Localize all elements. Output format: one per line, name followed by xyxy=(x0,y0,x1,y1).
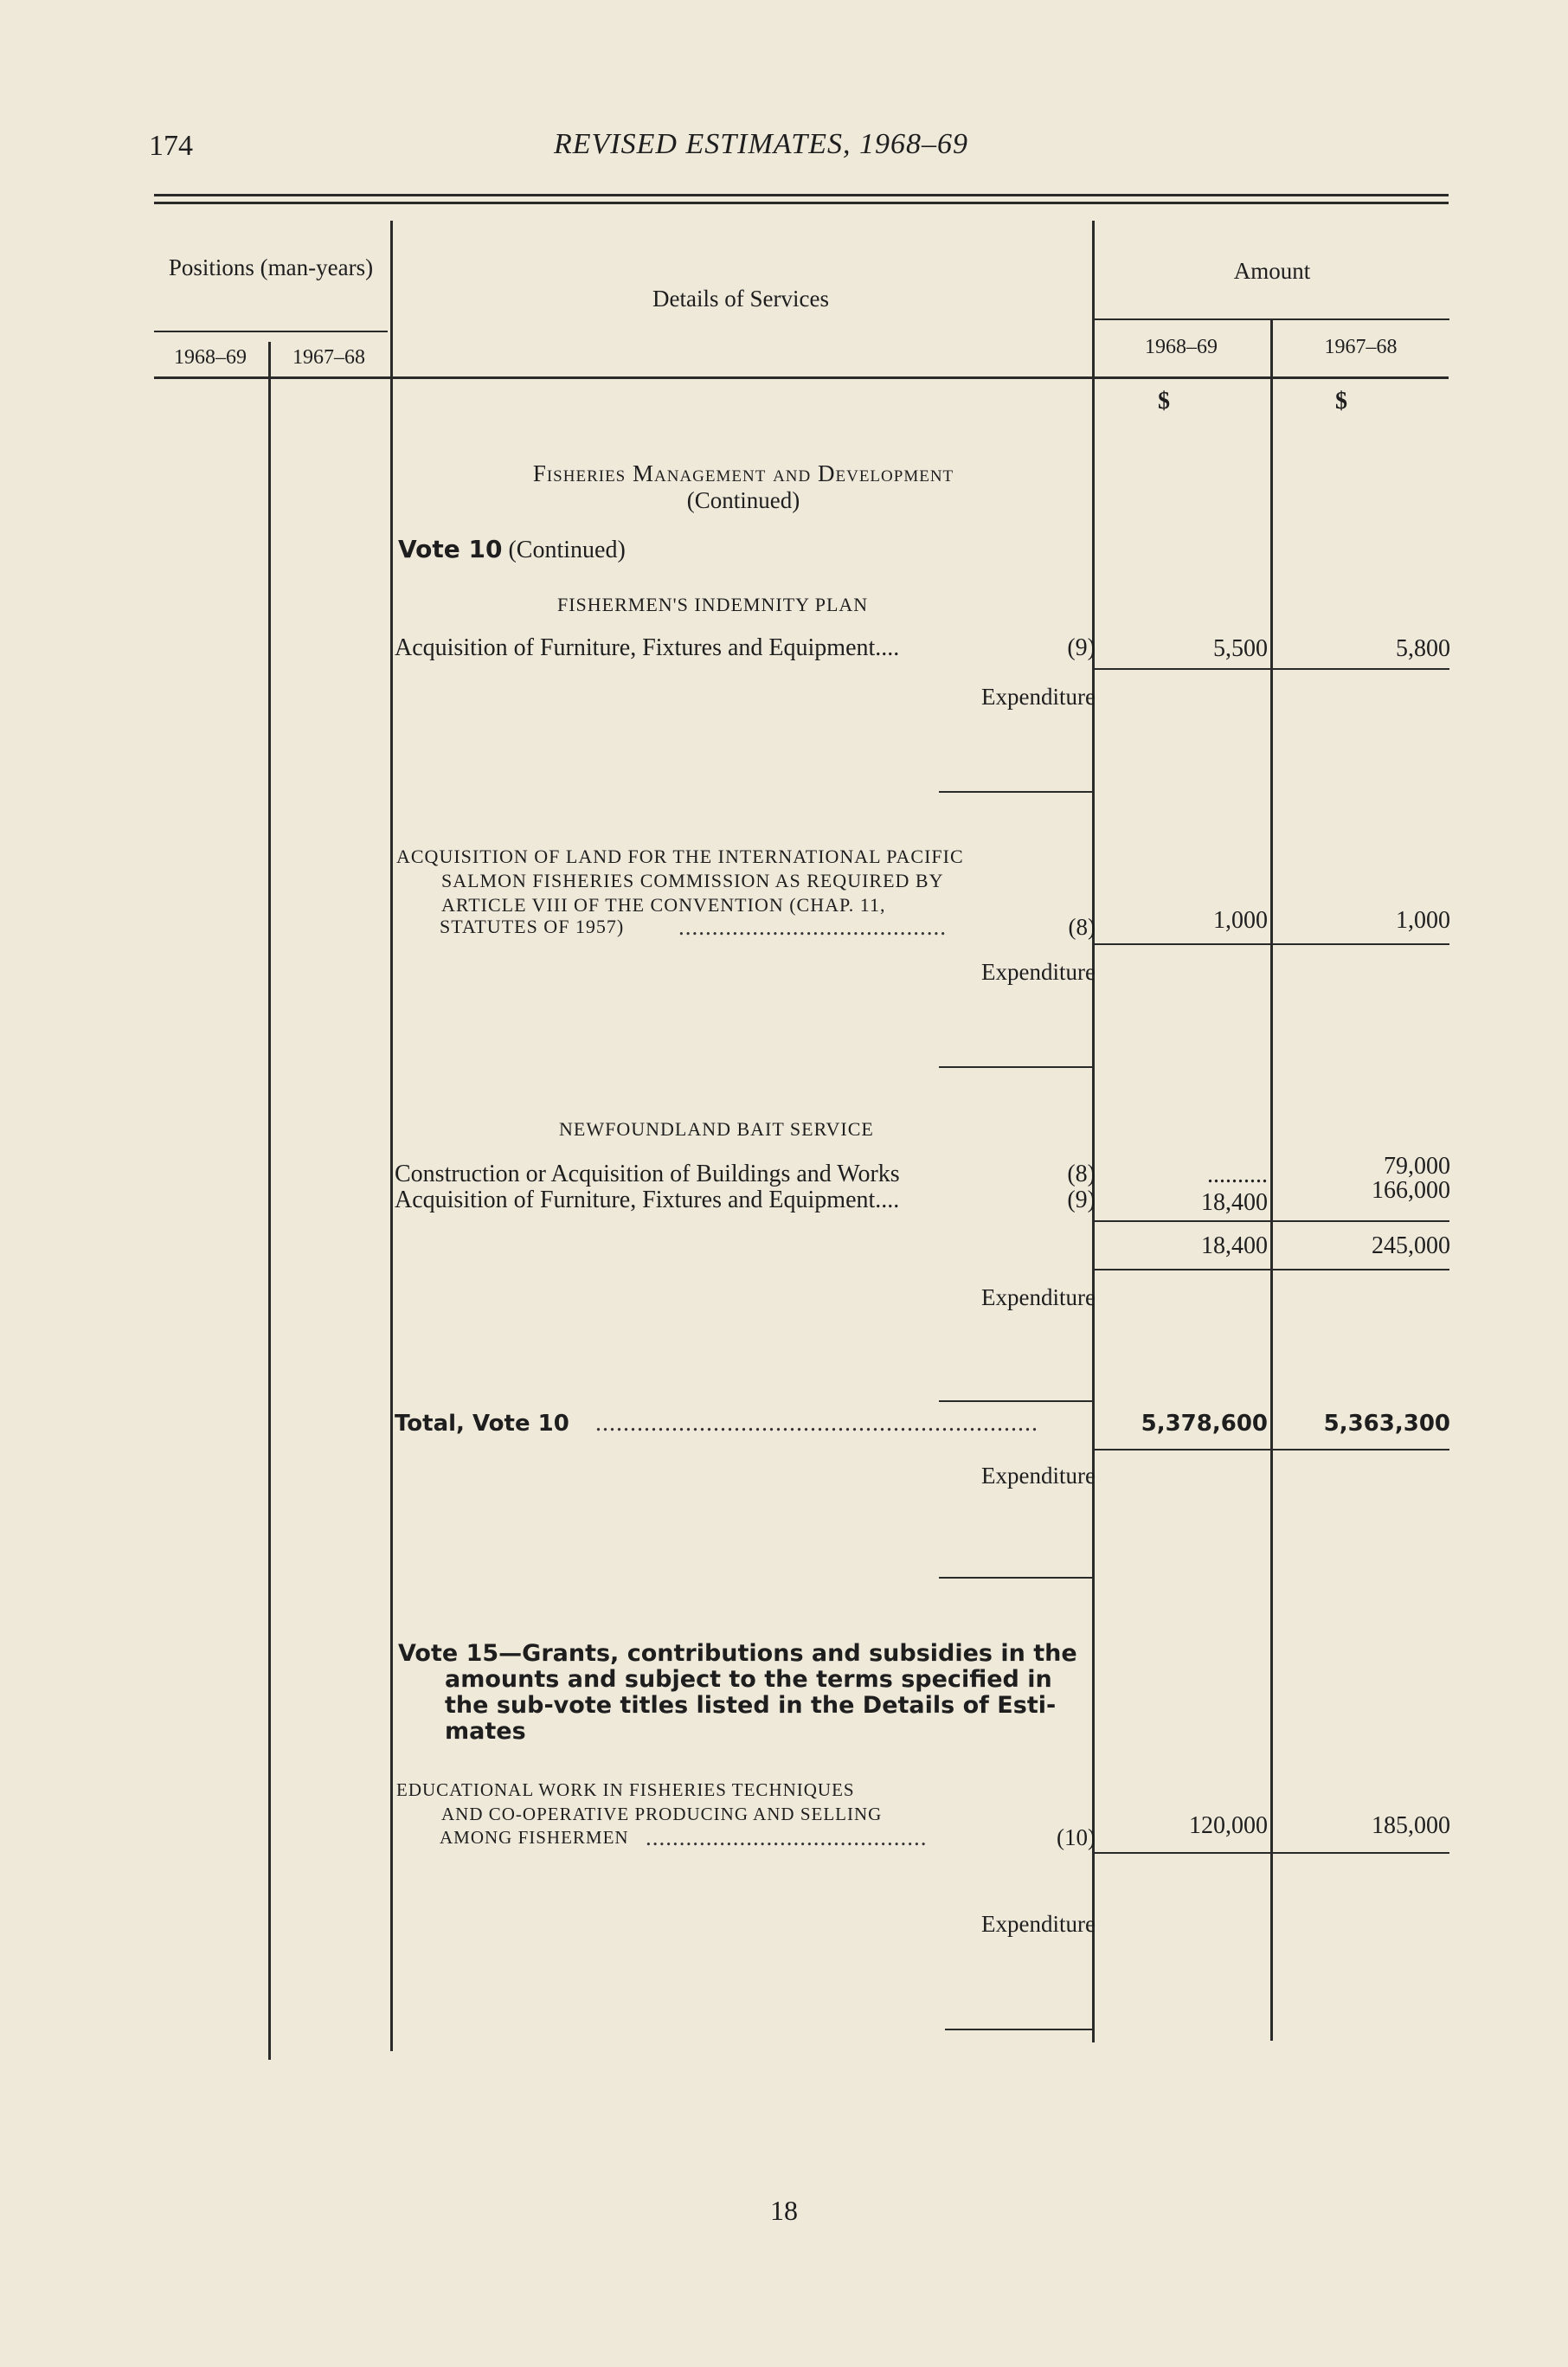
page-number: 174 xyxy=(149,130,193,162)
indemnity-amount-1967: 5,800 xyxy=(1396,635,1450,662)
positions-1968-header: 1968–69 xyxy=(174,346,247,369)
land-amount-1967: 1,000 xyxy=(1396,907,1450,934)
vote15-subheading: EDUCATIONAL WORK IN FISHERIES TECHNIQUES AND CO-OPERATIVE PRODUCING AND SELLING xyxy=(396,1779,883,1824)
total10-amount-1967: 5,363,300 xyxy=(1323,1411,1450,1437)
indemnity-rule xyxy=(1095,668,1449,670)
indemnity-amount-1968: 5,500 xyxy=(1213,635,1268,662)
amount-1967-header: 1967–68 xyxy=(1324,336,1398,358)
positions-header: Positions (man-years) xyxy=(168,254,374,280)
land-amount-1968: 1,000 xyxy=(1213,907,1268,934)
total10-expenditure-label: Expenditure xyxy=(981,1463,1096,1489)
bait-item2-1967: 166,000 xyxy=(1372,1177,1450,1204)
section-title: Fisheries Management and Development (Continued) xyxy=(532,460,954,513)
amount-1968-header: 1968–69 xyxy=(1145,336,1218,358)
col-line-details-right xyxy=(1092,221,1095,2042)
header-bottom-rule xyxy=(154,376,1449,379)
vote15-expenditure-rule xyxy=(945,2029,1094,2030)
total-vote10: Total, Vote 10 ................................................................ xyxy=(395,1411,1038,1437)
bait-subtotal-1968: 18,400 xyxy=(1201,1232,1268,1259)
col-line-details-left xyxy=(390,221,393,2051)
total10-expenditure-rule xyxy=(939,1577,1093,1579)
footer-number: 18 xyxy=(770,2195,798,2226)
land-expenditure-rule xyxy=(939,1066,1093,1068)
vote15-heading: Vote 15—Grants, contributions and subsidies in the amounts and subject to the terms specified in the sub-vote titles listed in the Details of Esti- mates xyxy=(398,1640,1077,1745)
indemnity-expenditure-rule xyxy=(939,791,1093,793)
indemnity-item-ref: (9) xyxy=(1067,635,1096,661)
land-rule xyxy=(1095,943,1449,945)
bait-expenditure-label: Expenditure xyxy=(981,1284,1096,1310)
vote10-continued: (Continued) xyxy=(508,537,626,563)
dollar-sign-1967: $ xyxy=(1335,388,1347,415)
bait-item-1: Construction or Acquisition of Buildings and Works (8) xyxy=(395,1161,1096,1187)
indemnity-expenditure-label: Expenditure xyxy=(981,684,1096,710)
bait-item2-1968: 18,400 xyxy=(1201,1189,1268,1216)
positions-header-rule xyxy=(154,331,388,332)
details-header: Details of Services xyxy=(652,286,829,312)
bait-rule xyxy=(1095,1220,1449,1222)
running-title: REVISED ESTIMATES, 1968–69 xyxy=(554,128,968,160)
total10-rule xyxy=(1095,1449,1449,1450)
vote15-expenditure-label: Expenditure xyxy=(981,1911,1096,1937)
dollar-sign-1968: $ xyxy=(1158,388,1170,415)
bait-item1-1968: .......... xyxy=(1207,1161,1268,1188)
bait-heading: NEWFOUNDLAND BAIT SERVICE xyxy=(559,1118,874,1140)
bait-item-2: Acquisition of Furniture, Fixtures and Equipment.... (9) xyxy=(395,1187,1096,1213)
land-expenditure-label: Expenditure xyxy=(981,959,1096,985)
vote15-rule xyxy=(1095,1852,1449,1854)
vote15-amount-1967: 185,000 xyxy=(1372,1812,1450,1839)
bait-subtotal-rule xyxy=(1095,1269,1449,1270)
indemnity-item xyxy=(395,635,1096,665)
indemnity-heading: FISHERMEN'S INDEMNITY PLAN xyxy=(557,594,869,615)
land-heading: ACQUISITION OF LAND FOR THE INTERNATIONAL PACIFIC SALMON FISHERIES COMMISSION AS REQUIRED BY ARTICLE VIII OF THE CONVENTION (CHAP. 11, xyxy=(396,846,964,916)
vote15-amount-1968: 120,000 xyxy=(1189,1812,1268,1839)
positions-1967-header: 1967–68 xyxy=(292,346,365,369)
vote15-item: AMONG FISHERMEN .......................................... (10) xyxy=(440,1824,1096,1850)
bait-item1-1967: 79,000 xyxy=(1384,1153,1450,1180)
vote10-label: Vote 10 xyxy=(398,535,503,563)
col-line-positions xyxy=(268,342,271,2060)
vote10-heading xyxy=(398,535,626,564)
land-item: STATUTES OF 1957) ........................................ (8) xyxy=(440,914,1096,940)
top-rule-1 xyxy=(154,194,1449,196)
indemnity-item-label: Acquisition of Furniture, Fixtures and Equipment.... xyxy=(395,635,900,661)
total10-amount-1968: 5,378,600 xyxy=(1141,1411,1268,1437)
bait-expenditure-rule xyxy=(939,1400,1093,1402)
amount-header: Amount xyxy=(1233,258,1311,284)
bait-subtotal-1967: 245,000 xyxy=(1372,1232,1450,1259)
top-rule-2 xyxy=(154,202,1449,204)
